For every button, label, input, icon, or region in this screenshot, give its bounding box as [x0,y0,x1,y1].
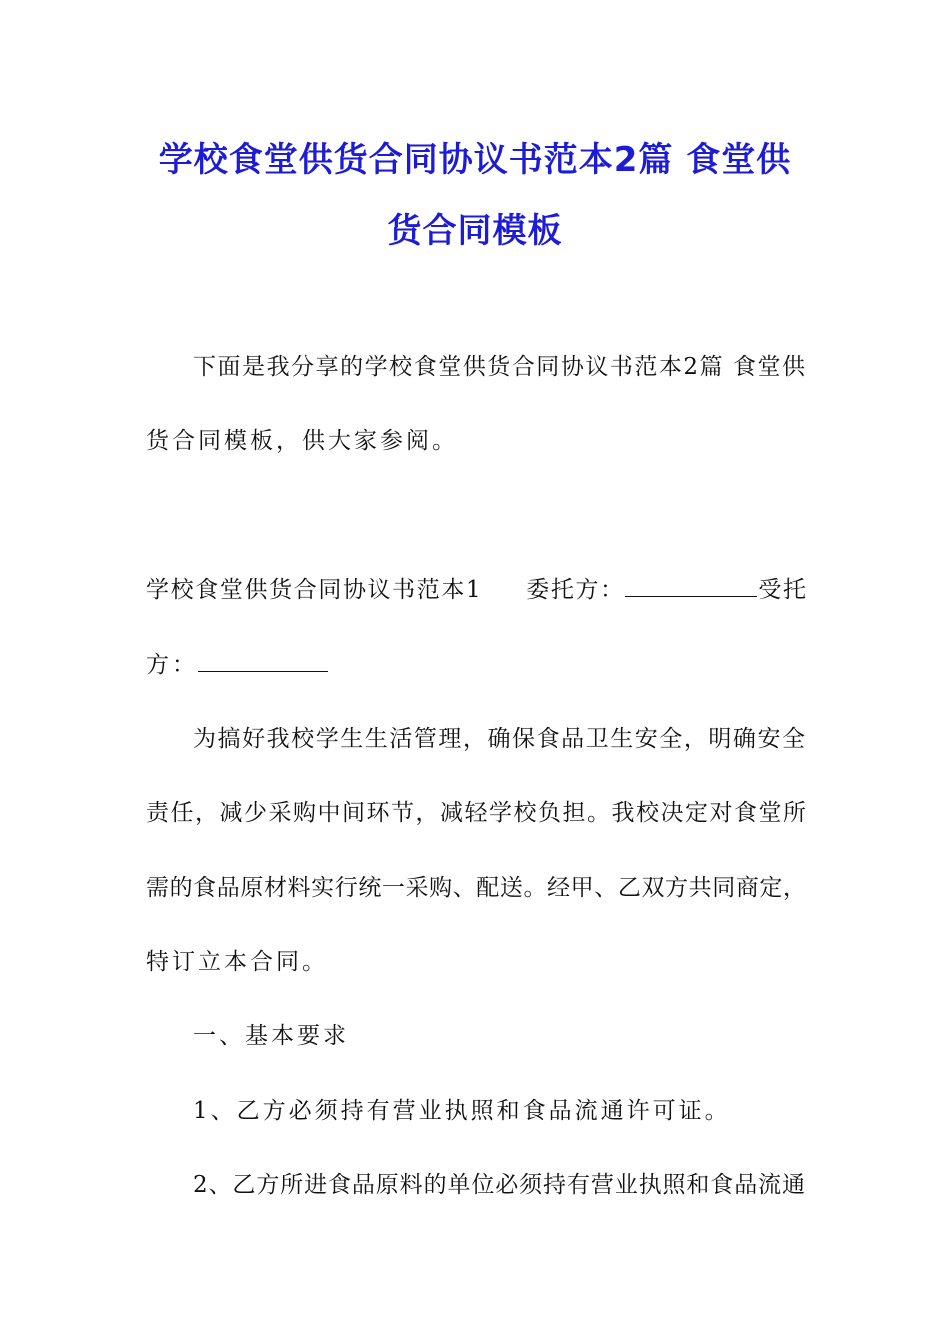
intro-line-2: 货合同模板，供大家参阅。 [146,428,458,454]
trustee-blank-field [198,651,328,672]
trustee-label-end: 方： [146,652,198,678]
paragraph-1-line-1: 为搞好我校学生生活管理，确保食品卫生安全，明确安全 [193,726,805,752]
requirement-item-1: 1、乙方必须持有营业执照和食品流通许可证。 [193,1098,731,1124]
paragraph-1-line-4: 特订立本合同。 [146,949,328,975]
trustee-label-start: 受托 [756,577,807,603]
client-blank-field [625,576,757,597]
requirements-heading: 一、基本要求 [193,1023,349,1049]
section-1-header-line [146,571,806,604]
client-label: 委托方： [524,577,625,603]
paragraph-1-line-2: 责任，减少采购中间环节，减轻学校负担。我校决定对食堂所 [146,800,806,826]
requirement-item-2: 2、乙方所进食品原料的单位必须持有营业执照和食品流通 [193,1172,805,1198]
intro-line-1: 下面是我分享的学校食堂供货合同协议书范本2篇 食堂供 [193,354,805,380]
trustee-line [146,646,328,679]
document-title-line-1: 学校食堂供货合同协议书范本2篇 食堂供 [158,140,792,180]
section-1-heading: 学校食堂供货合同协议书范本1 [146,577,481,603]
paragraph-1-line-3: 需的食品原材料实行统一采购、配送。经甲、乙双方共同商定， [146,875,806,901]
document-title-line-2: 货合同模板 [387,211,563,251]
